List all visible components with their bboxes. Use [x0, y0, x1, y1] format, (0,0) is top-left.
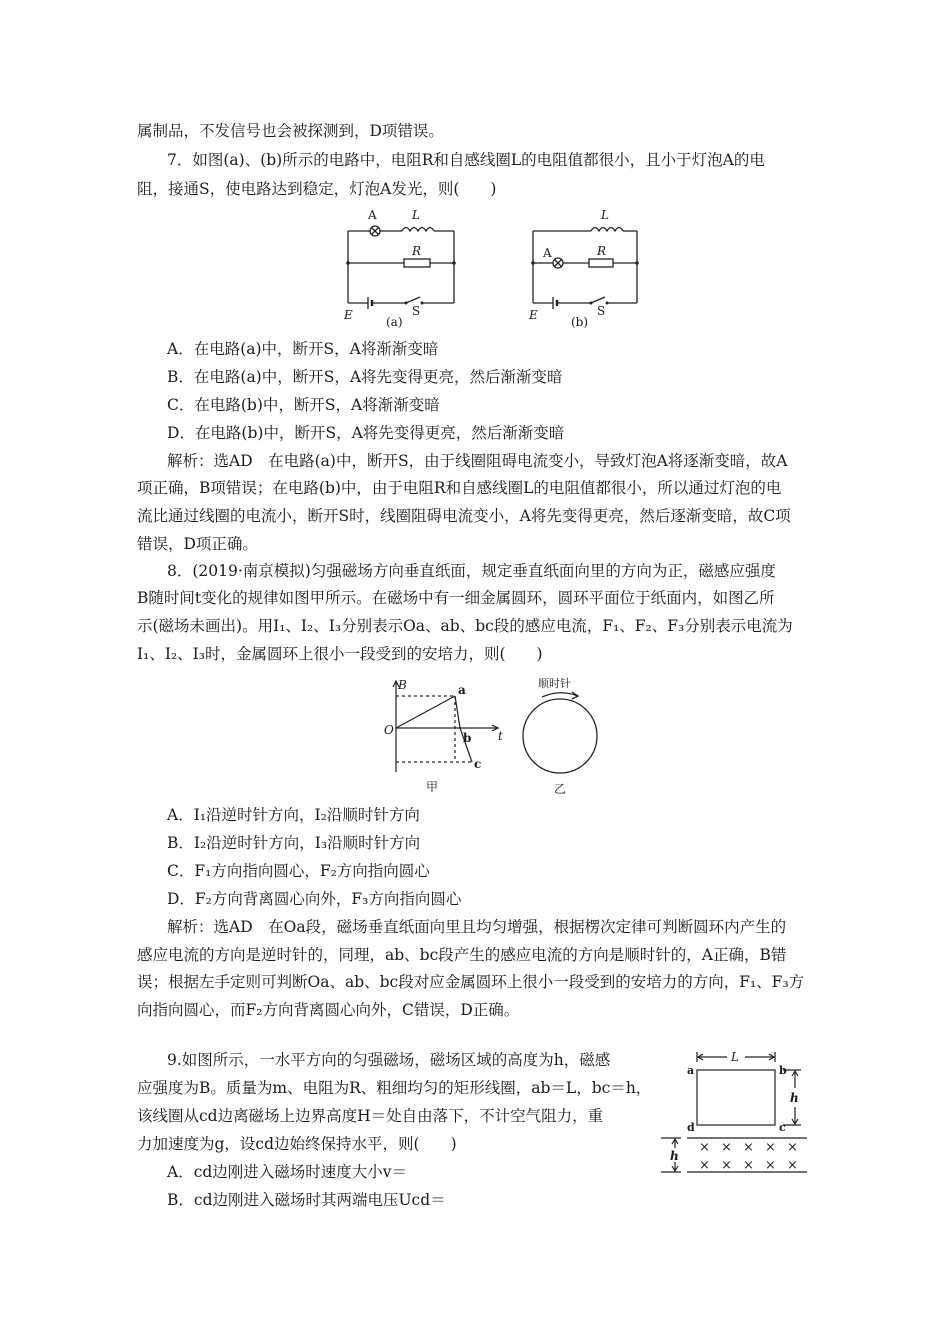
label-l: L — [412, 208, 420, 222]
q8-option-b: B．I₂沿逆时针方向，I₃沿顺时针方向 — [167, 834, 421, 852]
label-e: E — [529, 308, 538, 322]
q7-option-a: A．在电路(a)中，断开S，A将渐渐变暗 — [167, 340, 439, 358]
question-9-stem-cont: 力加速度为g，设cd边始终保持水平，则( ) — [137, 1135, 457, 1153]
point-label-b: b — [463, 731, 472, 745]
q7-option-c: C．在电路(b)中，断开S，A将渐渐变暗 — [167, 396, 440, 414]
question-8-stem: 8．(2019·南京模拟)匀强磁场方向垂直纸面，规定垂直纸面向里的方向为正，磁感应强度 — [167, 562, 776, 580]
metal-ring — [523, 699, 597, 773]
caption-a: (a) — [386, 315, 403, 329]
segment-ab — [455, 696, 460, 728]
field-x-icon: × — [743, 1140, 754, 1155]
field-x-icon: × — [721, 1158, 732, 1173]
field-x-icon: × — [743, 1158, 754, 1173]
corner-c: c — [779, 1121, 786, 1134]
field-x-icon: × — [787, 1140, 798, 1155]
question-8-stem-cont: 示(磁场未画出)。用I₁、I₂、I₃分别表示Oa、ab、bc段的感应电流，F₁、F₂、F₃分别表示电流为 — [137, 617, 793, 635]
corner-b: b — [779, 1064, 787, 1077]
q7-analysis: 解析：选AD 在电路(a)中，断开S，由于线圈阻碍电流变小，导致灯泡A将逐渐变暗，故A — [167, 452, 788, 470]
corner-a: a — [687, 1064, 695, 1077]
q7-option-b: B．在电路(a)中，断开S，A将先变得更亮，然后渐渐变暗 — [167, 368, 563, 386]
field-x-icon: × — [765, 1158, 776, 1173]
resistor-r-icon — [589, 259, 613, 267]
q8-analysis-cont: 感应电流的方向是逆时针的，同理，ab、bc段产生的感应电流的方向是顺时针的，A正确，B错 — [137, 946, 787, 964]
clockwise-label: 顺时针 — [538, 677, 571, 690]
q8-option-d: D．F₂方向背离圆心向外，F₃方向指向圆心 — [167, 890, 462, 908]
caption-yi: 乙 — [554, 782, 567, 796]
label-r: R — [597, 244, 607, 258]
field-x-icon: × — [765, 1140, 776, 1155]
inductor-l-icon — [402, 228, 434, 232]
q8-option-c: C．F₁方向指向圆心，F₂方向指向圆心 — [167, 862, 430, 880]
inductor-l-icon — [591, 228, 623, 232]
question-7-stem: 7．如图(a)、(b)所示的电路中，电阻R和自感线圈L的电阻值都很小，且小于灯泡A的电 — [167, 151, 765, 169]
q7-option-d: D．在电路(b)中，断开S，A将先变得更亮，然后渐渐变暗 — [167, 424, 565, 442]
question-9-stem: 9.如图所示，一水平方向的匀强磁场，磁场区域的高度为h，磁感 — [167, 1051, 611, 1069]
ring-figure — [520, 676, 610, 796]
field-x-icon: × — [787, 1158, 798, 1173]
corner-d: d — [687, 1121, 695, 1134]
question-7-stem-cont: 阻，接通S，使电路达到稳定，灯泡A发光，则( ) — [137, 180, 497, 198]
label-height-h: h — [790, 1091, 799, 1105]
resistor-r-icon — [404, 259, 430, 267]
label-l: L — [601, 208, 609, 222]
origin-label: O — [384, 723, 394, 737]
q9-option-b: B．cd边刚进入磁场时其两端电压Ucd＝ — [167, 1191, 446, 1209]
q8-analysis-cont: 向指向圆心，而F₂方向背离圆心向外，C错误，D正确。 — [137, 1001, 520, 1019]
graph-figure — [380, 676, 510, 796]
point-label-c: c — [474, 757, 482, 771]
segment-oa — [396, 696, 455, 728]
switch-s-icon — [591, 297, 605, 303]
label-width-l: L — [731, 1050, 739, 1064]
q7-analysis-cont: 错误，D项正确。 — [137, 535, 258, 553]
axis-label-b: B — [398, 678, 407, 692]
field-x-icon: × — [721, 1140, 732, 1155]
clockwise-arrow-icon — [542, 693, 578, 697]
q7-analysis-cont: 流比通过线圈的电流小，断开S时，线圈阻碍电流变小，A将先变得更亮，然后逐渐变暗，故C项 — [137, 507, 791, 525]
label-field-height-h: h — [670, 1149, 679, 1163]
q8-analysis-cont: 误；根据左手定则可判断Oa、ab、bc段对应金属圆环上很小一段受到的安培力的方向，F₁、F₃方 — [137, 973, 805, 991]
field-x-icon: × — [699, 1140, 710, 1155]
question-9-stem-cont: 应强度为B。质量为m、电阻为R、粗细均匀的矩形线圈，ab＝L，bc＝h， — [137, 1079, 652, 1097]
circuit-b-figure — [525, 205, 645, 330]
label-e: E — [344, 308, 353, 322]
circuit-a-figure — [340, 205, 460, 330]
coil-field-figure — [655, 1050, 815, 1180]
switch-s-icon — [406, 297, 420, 303]
question-8-stem-cont: B随时间t变化的规律如图甲所示。在磁场中有一细金属圆环，圆环平面位于纸面内，如图乙所 — [137, 589, 775, 607]
point-label-a: a — [458, 683, 466, 697]
axis-label-t: t — [498, 729, 503, 743]
question-8-stem-cont: I₁、I₂、I₃时，金属圆环上很小一段受到的安培力，则( ) — [137, 645, 543, 663]
rectangular-coil — [697, 1070, 775, 1125]
caption-b: (b) — [571, 315, 589, 329]
q8-option-a: A．I₁沿逆时针方向，I₂沿顺时针方向 — [167, 806, 420, 824]
text-line: 属制品，不发信号也会被探测到，D项错误。 — [137, 122, 444, 140]
label-r: R — [412, 244, 422, 258]
question-9-stem-cont: 该线圈从cd边离磁场上边界高度H＝处自由落下，不计空气阻力，重 — [137, 1107, 604, 1125]
label-a: A — [368, 208, 377, 222]
q7-analysis-cont: 项正确，B项错误；在电路(b)中，由于电阻R和自感线圈L的电阻值都很小，所以通过灯泡的电 — [137, 479, 782, 497]
q9-option-a: A．cd边刚进入磁场时速度大小v＝ — [167, 1163, 408, 1181]
label-s: S — [412, 304, 421, 318]
caption-jia: 甲 — [426, 780, 439, 794]
magnetic-field-marks — [699, 1140, 798, 1173]
q8-analysis: 解析：选AD 在Oa段，磁场垂直纸面向里且均匀增强，根据楞次定律可判断圆环内产生的 — [167, 918, 787, 936]
label-a: A — [543, 246, 552, 260]
label-s: S — [597, 304, 606, 318]
field-x-icon: × — [699, 1158, 710, 1173]
